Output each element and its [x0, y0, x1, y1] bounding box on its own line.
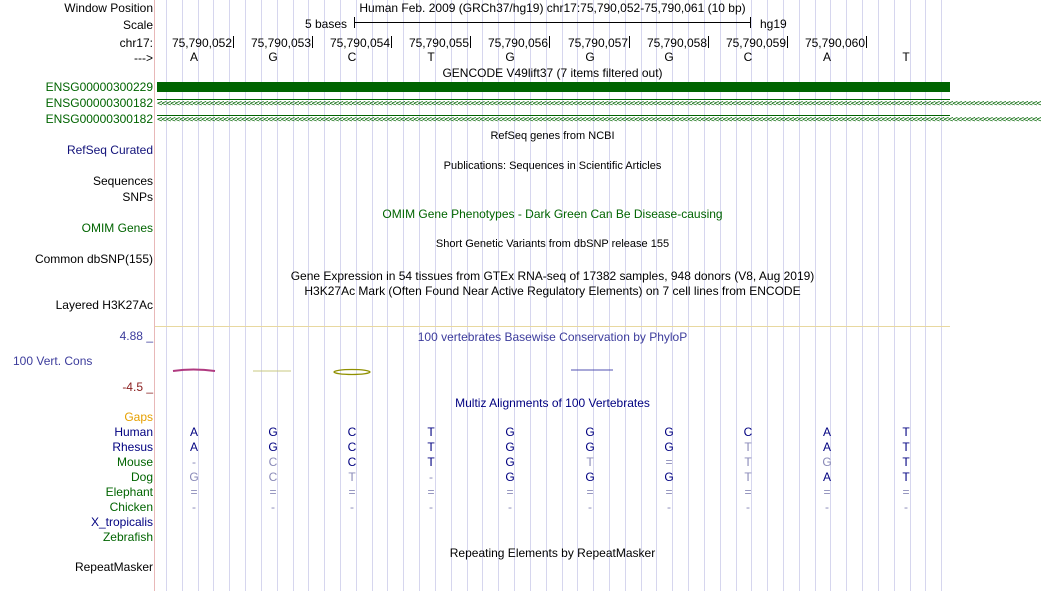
ruler-tick	[787, 36, 788, 48]
alignment-base: C	[347, 440, 357, 454]
species-label[interactable]: X_tropicalis	[90, 515, 153, 529]
base-letter: T	[902, 50, 910, 64]
base-letter: A	[822, 50, 831, 64]
alignment-base: T	[902, 470, 910, 484]
cons-title[interactable]: 100 vertebrates Basewise Conservation by PhyloP	[417, 330, 688, 344]
alignment-base: G	[664, 470, 674, 484]
alignment-base: -	[429, 500, 433, 514]
window-position-label: Window Position	[64, 1, 153, 15]
base-letter: A	[189, 50, 198, 64]
alignment-base: C	[268, 455, 278, 469]
species-label[interactable]: Zebrafish	[102, 530, 153, 544]
gencode-title[interactable]: GENCODE V49lift37 (7 items filtered out)	[442, 66, 663, 80]
omim-label[interactable]: OMIM Genes	[81, 221, 153, 235]
alignment-base: G	[585, 470, 595, 484]
rmsk-title[interactable]: Repeating Elements by RepeatMasker	[449, 546, 656, 560]
position-text[interactable]: Human Feb. 2009 (GRCh37/hg19) chr17:75,790,052-75,790,061 (10 bp)	[359, 1, 746, 15]
alignment-base: -	[667, 500, 671, 514]
alignment-base: G	[664, 440, 674, 454]
alignment-base: -	[271, 500, 275, 514]
alignment-base: G	[822, 455, 832, 469]
base-letter: G	[664, 50, 674, 64]
ruler-tick	[312, 36, 313, 48]
base-letter: G	[268, 50, 278, 64]
alignment-base: -	[508, 500, 512, 514]
alignment-base: T	[744, 440, 752, 454]
gene-strand-line-2[interactable]: <<<<<<<<<<<<<<<<<<<<<<<<<<<<<<<<<<<<<<<<<<<<<<<<<<<<<<<<<<<<<<<<<<<<<<<<<<<<<<<<<<<<<<<<<<<<<<<<<<<<<<<<<<<<<<<<<<<<<<<<<<<<<<<<<<<<<<<<<<<<<<<<<<<<<<<<<<<<<<<<<<<<<<<<<<<<<<<<<<<<<<<<<<<<<<<<<<<<<<<<	[157, 115, 1041, 125]
strand-label: --->	[134, 51, 153, 65]
species-label[interactable]: Rhesus	[112, 440, 153, 454]
sequences-label[interactable]: Sequences	[92, 174, 153, 188]
cons-peak-3	[334, 370, 370, 375]
cons-peak-1	[173, 370, 215, 372]
ruler-position: 75,790,059	[725, 36, 786, 50]
alignment-base: G	[664, 425, 674, 439]
alignment-base: -	[192, 500, 196, 514]
alignment-base: =	[665, 485, 673, 499]
ruler-tick	[549, 36, 550, 48]
alignment-base: G	[268, 440, 278, 454]
alignment-base: G	[189, 470, 199, 484]
base-letter: G	[585, 50, 595, 64]
alignment-base: C	[743, 425, 753, 439]
dbsnp-label[interactable]: Common dbSNP(155)	[34, 252, 153, 266]
alignment-base: A	[822, 440, 831, 454]
refseq-title[interactable]: RefSeq genes from NCBI	[490, 130, 615, 142]
multiz-title[interactable]: Multiz Alignments of 100 Vertebrates	[455, 396, 650, 410]
ruler-position: 75,790,052	[171, 36, 232, 50]
alignment-base: =	[348, 485, 356, 499]
rmsk-label[interactable]: RepeatMasker	[74, 560, 153, 574]
alignment-base: T	[902, 440, 910, 454]
alignment-base: T	[744, 455, 752, 469]
alignment-base: =	[190, 485, 198, 499]
assembly-label: hg19	[760, 17, 787, 31]
cons-graph[interactable]	[155, 360, 950, 380]
alignment-base: =	[902, 485, 910, 499]
alignment-base: =	[427, 485, 435, 499]
h3k27-title[interactable]: H3K27Ac Mark (Often Found Near Active Regulatory Elements) on 7 cell lines from ENCODE	[304, 284, 801, 298]
scale-text: 5 bases	[305, 17, 348, 31]
alignment-base: T	[427, 455, 435, 469]
ruler-tick	[629, 36, 630, 48]
alignment-base: T	[744, 470, 752, 484]
species-label[interactable]: Human	[114, 425, 153, 439]
alignment-base: -	[746, 500, 750, 514]
species-label[interactable]: Chicken	[109, 500, 153, 514]
scale-bar	[355, 22, 750, 23]
pubs-title[interactable]: Publications: Sequences in Scientific Articles	[443, 160, 662, 172]
alignment-base: =	[586, 485, 594, 499]
cons-min: -4.5 _	[122, 380, 153, 394]
alignment-base: -	[904, 500, 908, 514]
alignment-base: -	[588, 500, 592, 514]
ruler-position: 75,790,055	[408, 36, 469, 50]
alignment-base: A	[189, 425, 198, 439]
alignment-base: G	[505, 425, 515, 439]
alignment-base: G	[585, 425, 595, 439]
refseq-label[interactable]: RefSeq Curated	[66, 143, 153, 157]
species-label[interactable]: Elephant	[105, 485, 153, 499]
gtex-title[interactable]: Gene Expression in 54 tissues from GTEx RNA-seq of 17382 samples, 948 donors (V8, Aug 2019)	[290, 269, 815, 283]
alignment-base: C	[268, 470, 278, 484]
ruler-position: 75,790,058	[646, 36, 707, 50]
alignment-base: T	[348, 470, 356, 484]
alignment-base: G	[268, 425, 278, 439]
alignment-base: -	[429, 470, 433, 484]
alignment-base: G	[505, 470, 515, 484]
alignment-base: -	[825, 500, 829, 514]
alignment-base: -	[192, 455, 196, 469]
gene-strand-line-1[interactable]: <<<<<<<<<<<<<<<<<<<<<<<<<<<<<<<<<<<<<<<<<<<<<<<<<<<<<<<<<<<<<<<<<<<<<<<<<<<<<<<<<<<<<<<<<<<<<<<<<<<<<<<<<<<<<<<<<<<<<<<<<<<<<<<<<<<<<<<<<<<<<<<<<<<<<<<<<<<<<<<<<<<<<<<<<<<<<<<<<<<<<<<<<<<<<<<<<<<<<<<<	[157, 99, 1041, 109]
chrom-label: chr17:	[119, 36, 153, 50]
ruler-tick	[470, 36, 471, 48]
ruler-tick	[233, 36, 234, 48]
alignment-base: =	[269, 485, 277, 499]
scale-label: Scale	[122, 18, 153, 32]
alignment-base: A	[822, 425, 831, 439]
alignment-base: =	[665, 455, 673, 469]
ruler-tick	[391, 36, 392, 48]
alignment-base: T	[427, 440, 435, 454]
cons-label[interactable]: 100 Vert. Cons	[13, 354, 93, 368]
omim-title[interactable]: OMIM Gene Phenotypes - Dark Green Can Be Disease-causing	[382, 207, 723, 221]
alignment-base: G	[505, 455, 515, 469]
scale-bar-right-cap	[750, 17, 751, 28]
alignment-base: A	[822, 470, 831, 484]
alignment-base: G	[505, 440, 515, 454]
base-letter: G	[505, 50, 515, 64]
track-separator	[155, 326, 950, 327]
gencode-item-1[interactable]: ENSG00000300182	[45, 96, 153, 110]
alignment-base: T	[427, 425, 435, 439]
ruler-position: 75,790,056	[487, 36, 548, 50]
alignment-base: -	[350, 500, 354, 514]
gencode-item-2[interactable]: ENSG00000300182	[45, 112, 153, 126]
alignment-base: G	[585, 440, 595, 454]
gencode-item-0[interactable]: ENSG00000300229	[45, 80, 153, 94]
cons-max: 4.88 _	[119, 329, 153, 343]
ruler-position: 75,790,054	[329, 36, 390, 50]
alignment-base: T	[902, 425, 910, 439]
ruler-position: 75,790,057	[567, 36, 628, 50]
gene-feature-bar[interactable]	[157, 82, 950, 92]
alignment-base: T	[586, 455, 594, 469]
species-label[interactable]: Dog	[130, 470, 153, 484]
gaps-label[interactable]: Gaps	[124, 410, 153, 424]
base-letter: C	[743, 50, 753, 64]
base-letter: C	[347, 50, 357, 64]
ruler-position: 75,790,053	[250, 36, 311, 50]
snps-label[interactable]: SNPs	[122, 190, 153, 204]
alignment-base: A	[189, 440, 198, 454]
alignment-base: T	[902, 455, 910, 469]
scale-bar-left-cap	[354, 17, 355, 28]
base-letter: T	[427, 50, 435, 64]
alignment-base: C	[347, 455, 357, 469]
ruler-tick	[866, 36, 867, 48]
h3k27-label[interactable]: Layered H3K27Ac	[55, 298, 153, 312]
alignment-base: =	[823, 485, 831, 499]
species-label[interactable]: Mouse	[116, 455, 153, 469]
ruler-tick	[708, 36, 709, 48]
dbsnp-title[interactable]: Short Genetic Variants from dbSNP release 155	[435, 238, 670, 250]
alignment-base: C	[347, 425, 357, 439]
ruler-position: 75,790,060	[804, 36, 865, 50]
alignment-base: =	[744, 485, 752, 499]
alignment-base: =	[506, 485, 514, 499]
